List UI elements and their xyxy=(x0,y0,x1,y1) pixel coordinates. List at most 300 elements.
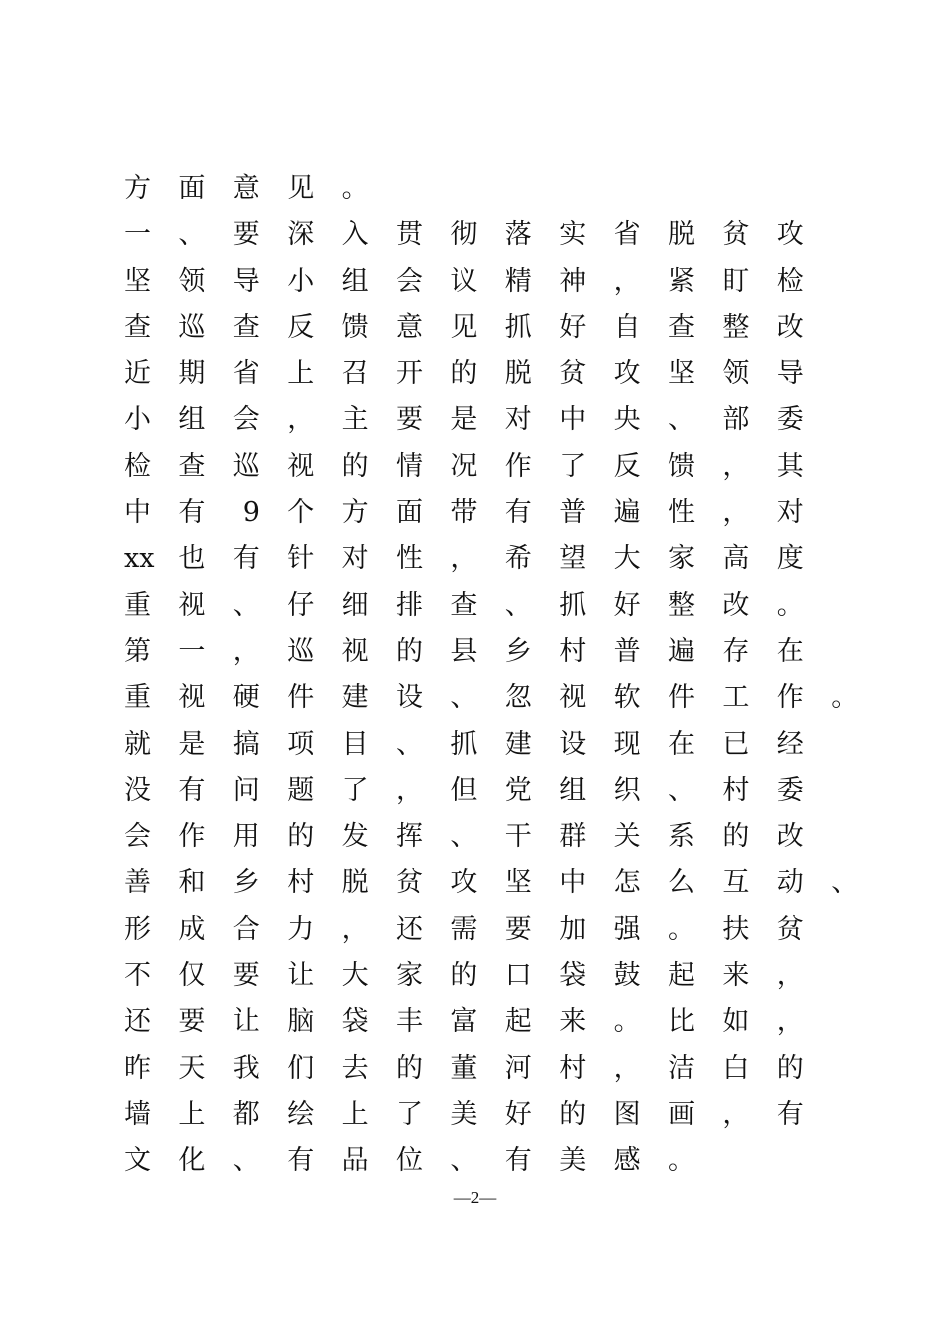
text-glyph: 我 xyxy=(232,1052,260,1084)
text-glyph: 都 xyxy=(232,1098,260,1130)
text-glyph: 作 xyxy=(504,450,532,482)
text-glyph: 省 xyxy=(232,358,260,390)
text-glyph: 但 xyxy=(450,774,478,806)
text-glyph: 实 xyxy=(559,219,587,251)
text-glyph: 就 xyxy=(124,728,151,760)
text-glyph: 面 xyxy=(396,497,423,529)
text-glyph: 仅 xyxy=(178,960,206,992)
text-glyph: 织 xyxy=(613,774,641,806)
text-glyph: 用 xyxy=(232,821,260,853)
text-glyph: 了 xyxy=(341,774,369,806)
text-glyph: 议 xyxy=(450,265,478,297)
text-glyph: 一 xyxy=(178,635,206,667)
text-glyph: 性 xyxy=(396,543,423,575)
text-glyph: 针 xyxy=(287,543,315,575)
text-line xyxy=(124,1138,864,1184)
text-glyph: 希 xyxy=(504,543,532,575)
text-glyph: 抓 xyxy=(559,589,587,621)
text-glyph: 抓 xyxy=(504,311,532,343)
text-glyph: 河 xyxy=(504,1052,532,1084)
text-glyph: 洁 xyxy=(668,1052,695,1084)
text-glyph: 党 xyxy=(504,774,532,806)
text-glyph: 存 xyxy=(722,635,750,667)
text-glyph: 主 xyxy=(341,404,369,436)
text-glyph: 坚 xyxy=(504,867,532,899)
text-glyph: 善 xyxy=(124,867,151,899)
text-glyph: 盯 xyxy=(722,265,750,297)
text-glyph: 来 xyxy=(722,960,750,992)
text-glyph: 召 xyxy=(341,358,369,390)
text-glyph: 硬 xyxy=(232,682,260,714)
text-glyph: 干 xyxy=(504,821,532,853)
text-glyph: 、 xyxy=(232,589,260,621)
text-glyph: 有 xyxy=(178,774,206,806)
text-glyph: 美 xyxy=(559,1145,587,1177)
text-glyph: 、 xyxy=(668,404,695,436)
text-glyph: 了 xyxy=(559,450,587,482)
text-glyph: 动 xyxy=(776,867,804,899)
text-glyph: 查 xyxy=(232,311,260,343)
text-glyph: 小 xyxy=(124,404,151,436)
text-glyph: 和 xyxy=(178,867,206,899)
text-glyph: 起 xyxy=(668,960,695,992)
text-glyph: 望 xyxy=(559,543,587,575)
text-line xyxy=(124,536,864,582)
text-glyph: 让 xyxy=(287,960,315,992)
text-glyph: 丰 xyxy=(396,1006,423,1038)
text-glyph: ， xyxy=(722,497,750,529)
body-text xyxy=(124,166,864,1185)
text-glyph: 白 xyxy=(722,1052,750,1084)
text-line xyxy=(124,814,864,860)
text-glyph: ， xyxy=(396,774,423,806)
text-glyph: 袋 xyxy=(341,1006,369,1038)
text-glyph: 要 xyxy=(232,219,260,251)
text-glyph: 去 xyxy=(341,1052,369,1084)
text-glyph: 化 xyxy=(178,1145,206,1177)
text-glyph: 也 xyxy=(178,543,206,575)
text-glyph: 还 xyxy=(396,913,423,945)
text-glyph: 了 xyxy=(396,1098,423,1130)
text-glyph: 脱 xyxy=(668,219,695,251)
text-glyph: 坚 xyxy=(124,265,151,297)
text-glyph: 坚 xyxy=(668,358,695,390)
text-glyph: 贫 xyxy=(559,358,587,390)
text-line xyxy=(124,768,864,814)
text-line xyxy=(124,953,864,999)
text-line xyxy=(124,583,864,629)
text-glyph: 攻 xyxy=(450,867,478,899)
text-glyph: 图 xyxy=(613,1098,641,1130)
text-glyph: ， xyxy=(613,265,641,297)
text-glyph: 9 xyxy=(242,497,260,529)
text-glyph: 巡 xyxy=(178,311,206,343)
text-glyph: 查 xyxy=(668,311,695,343)
text-line xyxy=(124,675,864,721)
text-glyph: ， xyxy=(287,404,315,436)
text-glyph: 软 xyxy=(613,682,641,714)
text-glyph: 富 xyxy=(450,1006,478,1038)
text-glyph: 让 xyxy=(232,1006,260,1038)
text-glyph: 乡 xyxy=(232,867,260,899)
text-glyph: 县 xyxy=(450,635,478,667)
text-glyph: 组 xyxy=(178,404,206,436)
text-glyph: 成 xyxy=(178,913,206,945)
text-glyph: 来 xyxy=(559,1006,587,1038)
text-glyph: 改 xyxy=(776,821,804,853)
text-glyph: 设 xyxy=(559,728,587,760)
text-glyph: 脱 xyxy=(341,867,369,899)
text-glyph: 口 xyxy=(504,960,532,992)
text-glyph: 件 xyxy=(287,682,315,714)
text-glyph: 会 xyxy=(124,821,151,853)
text-glyph: ， xyxy=(776,960,804,992)
text-glyph: 董 xyxy=(450,1052,478,1084)
text-glyph: 挥 xyxy=(396,821,423,853)
text-glyph: 要 xyxy=(396,404,423,436)
text-glyph: 、 xyxy=(504,589,532,621)
text-glyph: 有 xyxy=(504,497,532,529)
text-glyph: 形 xyxy=(124,913,151,945)
text-glyph: 、 xyxy=(450,682,478,714)
text-glyph: 群 xyxy=(559,821,587,853)
text-glyph: 互 xyxy=(722,867,750,899)
text-glyph: 普 xyxy=(559,497,587,529)
text-glyph: 题 xyxy=(287,774,315,806)
text-glyph: 面 xyxy=(178,173,206,204)
text-glyph: 在 xyxy=(668,728,695,760)
text-glyph: 的 xyxy=(776,1052,804,1084)
text-glyph: 仔 xyxy=(287,589,315,621)
text-glyph: 遍 xyxy=(668,635,695,667)
text-glyph: 村 xyxy=(559,635,587,667)
page-number: —2— xyxy=(453,1188,497,1207)
text-glyph: 重 xyxy=(124,589,151,621)
text-glyph: 其 xyxy=(776,450,804,482)
text-glyph: 怎 xyxy=(613,867,641,899)
text-glyph: 合 xyxy=(232,913,260,945)
text-glyph: 好 xyxy=(504,1098,532,1130)
text-glyph: 家 xyxy=(396,960,423,992)
text-line xyxy=(124,166,864,212)
text-glyph: 精 xyxy=(504,265,532,297)
text-glyph: 馈 xyxy=(341,311,369,343)
text-glyph: 开 xyxy=(396,358,423,390)
text-glyph: 。 xyxy=(613,1006,641,1038)
text-glyph: 情 xyxy=(396,450,423,482)
text-glyph: 会 xyxy=(396,265,423,297)
text-glyph: 查 xyxy=(450,589,478,621)
text-glyph: 、 xyxy=(396,728,423,760)
text-glyph: 紧 xyxy=(668,265,695,297)
text-glyph: 改 xyxy=(722,589,750,621)
text-glyph: 墙 xyxy=(124,1098,151,1130)
text-glyph: 性 xyxy=(668,497,695,529)
text-glyph: 个 xyxy=(287,497,315,529)
text-glyph: 馈 xyxy=(668,450,695,482)
text-glyph: 脱 xyxy=(504,358,532,390)
text-glyph: 整 xyxy=(722,311,750,343)
text-glyph: 对 xyxy=(776,497,804,529)
text-line xyxy=(124,999,864,1045)
text-glyph: 遍 xyxy=(613,497,641,529)
text-glyph: 贫 xyxy=(722,219,750,251)
text-glyph: ， xyxy=(450,543,478,575)
text-glyph: 排 xyxy=(396,589,423,621)
text-glyph: 小 xyxy=(287,265,315,297)
text-glyph: 。 xyxy=(668,1145,695,1177)
text-glyph: 自 xyxy=(613,311,641,343)
text-glyph: 彻 xyxy=(450,219,478,251)
text-glyph: 会 xyxy=(232,404,260,436)
text-glyph: 作 xyxy=(178,821,206,853)
text-glyph: 作 xyxy=(776,682,804,714)
text-glyph: 现 xyxy=(613,728,641,760)
text-line xyxy=(124,1046,864,1092)
text-glyph: 。 xyxy=(776,589,804,621)
text-glyph: 导 xyxy=(232,265,260,297)
text-glyph: 力 xyxy=(287,913,315,945)
text-glyph: 不 xyxy=(124,960,151,992)
text-glyph: 经 xyxy=(776,728,804,760)
text-glyph: 还 xyxy=(124,1006,151,1038)
text-glyph: ， xyxy=(722,450,750,482)
text-line xyxy=(124,1092,864,1138)
text-glyph: 度 xyxy=(776,543,804,575)
text-glyph: 改 xyxy=(776,311,804,343)
text-glyph: 巡 xyxy=(232,450,260,482)
text-glyph: 、 xyxy=(178,219,206,251)
text-glyph: 的 xyxy=(287,821,315,853)
text-glyph: 品 xyxy=(341,1145,369,1177)
text-glyph: 检 xyxy=(776,265,804,297)
text-glyph: 见 xyxy=(287,173,315,204)
text-glyph: 袋 xyxy=(559,960,587,992)
text-glyph: 重 xyxy=(124,682,151,714)
text-glyph: 视 xyxy=(178,682,206,714)
text-line xyxy=(124,860,864,906)
text-glyph: 央 xyxy=(613,404,641,436)
text-glyph: 。 xyxy=(341,173,369,204)
text-glyph: 见 xyxy=(450,311,478,343)
text-glyph: 委 xyxy=(776,774,804,806)
text-glyph: 好 xyxy=(613,589,641,621)
text-glyph: 要 xyxy=(504,913,532,945)
text-glyph: 件 xyxy=(668,682,695,714)
text-glyph: 在 xyxy=(776,635,804,667)
text-glyph: 意 xyxy=(232,173,260,204)
text-glyph: 天 xyxy=(178,1052,206,1084)
text-glyph: 村 xyxy=(722,774,750,806)
text-glyph: 村 xyxy=(287,867,315,899)
text-line xyxy=(124,444,864,490)
text-glyph: 家 xyxy=(668,543,695,575)
text-glyph: 贯 xyxy=(396,219,423,251)
text-glyph: 么 xyxy=(668,867,695,899)
text-glyph: xx xyxy=(124,543,155,575)
text-glyph: 有 xyxy=(776,1098,804,1130)
text-glyph: 已 xyxy=(722,728,750,760)
text-glyph: 一 xyxy=(124,219,151,251)
text-glyph: 脑 xyxy=(287,1006,315,1038)
text-glyph: ， xyxy=(232,635,260,667)
text-glyph: 的 xyxy=(396,1052,423,1084)
text-glyph: 强 xyxy=(613,913,641,945)
text-glyph: 攻 xyxy=(613,358,641,390)
text-glyph: 发 xyxy=(341,821,369,853)
text-glyph: 方 xyxy=(341,497,369,529)
text-glyph: 整 xyxy=(668,589,695,621)
text-glyph: 需 xyxy=(450,913,478,945)
text-glyph: 有 xyxy=(287,1145,315,1177)
text-line xyxy=(124,351,864,397)
text-glyph: 带 xyxy=(450,497,478,529)
text-glyph: 搞 xyxy=(232,728,260,760)
text-glyph: 大 xyxy=(613,543,641,575)
text-glyph: 攻 xyxy=(776,219,804,251)
text-glyph: 对 xyxy=(504,404,532,436)
text-glyph: 大 xyxy=(341,960,369,992)
text-line xyxy=(124,490,864,536)
text-glyph: 要 xyxy=(178,1006,206,1038)
text-glyph: 导 xyxy=(776,358,804,390)
text-glyph: 是 xyxy=(450,404,478,436)
text-glyph: 方 xyxy=(124,173,151,204)
text-glyph: 贫 xyxy=(776,913,804,945)
text-line xyxy=(124,305,864,351)
text-glyph: 况 xyxy=(450,450,478,482)
text-glyph: 视 xyxy=(178,589,206,621)
text-glyph: 的 xyxy=(722,821,750,853)
text-glyph: 问 xyxy=(232,774,260,806)
text-line xyxy=(124,907,864,953)
text-glyph: 深 xyxy=(287,219,315,251)
text-glyph: 领 xyxy=(722,358,750,390)
text-glyph: 上 xyxy=(178,1098,206,1130)
text-glyph: 建 xyxy=(341,682,369,714)
text-glyph: 意 xyxy=(396,311,423,343)
text-glyph: 设 xyxy=(396,682,423,714)
text-glyph: 。 xyxy=(668,913,695,945)
text-glyph: 感 xyxy=(613,1145,641,1177)
text-line xyxy=(124,212,864,258)
text-glyph: 中 xyxy=(124,497,151,529)
text-glyph: 工 xyxy=(722,682,750,714)
text-glyph: 目 xyxy=(341,728,369,760)
text-glyph: 关 xyxy=(613,821,641,853)
text-glyph: 上 xyxy=(341,1098,369,1130)
text-glyph: 起 xyxy=(504,1006,532,1038)
text-glyph: ， xyxy=(776,1006,804,1038)
text-glyph: 神 xyxy=(559,265,587,297)
text-glyph: 中 xyxy=(559,867,587,899)
text-glyph: 扶 xyxy=(722,913,750,945)
text-glyph: 如 xyxy=(722,1006,750,1038)
text-glyph: 细 xyxy=(341,589,369,621)
text-glyph: 委 xyxy=(776,404,804,436)
text-line xyxy=(124,397,864,443)
text-glyph: 村 xyxy=(559,1052,587,1084)
text-glyph: 、 xyxy=(232,1145,260,1177)
text-glyph: 的 xyxy=(450,960,478,992)
text-glyph: 组 xyxy=(341,265,369,297)
text-glyph: 绘 xyxy=(287,1098,315,1130)
text-glyph: 普 xyxy=(613,635,641,667)
text-glyph: 视 xyxy=(287,450,315,482)
text-glyph: 视 xyxy=(559,682,587,714)
text-glyph: 位 xyxy=(396,1145,423,1177)
text-glyph: 忽 xyxy=(504,682,532,714)
text-glyph: 好 xyxy=(559,311,587,343)
text-glyph: 。 xyxy=(831,682,859,714)
text-glyph: 反 xyxy=(287,311,315,343)
text-glyph: 的 xyxy=(341,450,369,482)
text-glyph: 加 xyxy=(559,913,587,945)
text-glyph: 高 xyxy=(722,543,750,575)
text-glyph: 有 xyxy=(178,497,206,529)
text-glyph: 有 xyxy=(504,1145,532,1177)
text-glyph: 部 xyxy=(722,404,750,436)
text-glyph: 、 xyxy=(450,1145,478,1177)
text-glyph: 系 xyxy=(668,821,695,853)
text-glyph: 的 xyxy=(559,1098,587,1130)
text-glyph: 的 xyxy=(450,358,478,390)
text-glyph: 要 xyxy=(232,960,260,992)
text-glyph: 的 xyxy=(396,635,423,667)
text-glyph: 查 xyxy=(124,311,151,343)
text-glyph: 落 xyxy=(504,219,532,251)
text-glyph: 检 xyxy=(124,450,151,482)
text-glyph: 贫 xyxy=(396,867,423,899)
text-glyph: 文 xyxy=(124,1145,151,1177)
text-glyph: 第 xyxy=(124,635,151,667)
text-glyph: 们 xyxy=(287,1052,315,1084)
text-glyph: 乡 xyxy=(504,635,532,667)
text-glyph: 没 xyxy=(124,774,151,806)
text-line xyxy=(124,722,864,768)
text-glyph: 近 xyxy=(124,358,151,390)
text-glyph: 画 xyxy=(668,1098,695,1130)
text-glyph: 鼓 xyxy=(613,960,641,992)
text-glyph: 是 xyxy=(178,728,206,760)
text-glyph: 上 xyxy=(287,358,315,390)
text-glyph: 昨 xyxy=(124,1052,151,1084)
text-glyph: 项 xyxy=(287,728,315,760)
text-glyph: 反 xyxy=(613,450,641,482)
text-line xyxy=(124,259,864,305)
text-glyph: 、 xyxy=(668,774,695,806)
text-glyph: 省 xyxy=(613,219,641,251)
text-glyph: 对 xyxy=(341,543,369,575)
text-glyph: 视 xyxy=(341,635,369,667)
text-glyph: 有 xyxy=(232,543,260,575)
text-glyph: 巡 xyxy=(287,635,315,667)
text-glyph: 建 xyxy=(504,728,532,760)
text-glyph: 组 xyxy=(559,774,587,806)
text-glyph: ， xyxy=(722,1098,750,1130)
text-glyph: 入 xyxy=(341,219,369,251)
text-glyph: 中 xyxy=(559,404,587,436)
text-line xyxy=(124,629,864,675)
text-glyph: ， xyxy=(341,913,369,945)
text-glyph: 、 xyxy=(450,821,478,853)
text-glyph: 比 xyxy=(668,1006,695,1038)
text-glyph: 、 xyxy=(831,867,859,899)
text-glyph: 查 xyxy=(178,450,206,482)
text-glyph: 期 xyxy=(178,358,206,390)
text-glyph: 领 xyxy=(178,265,206,297)
text-glyph: ， xyxy=(613,1052,641,1084)
